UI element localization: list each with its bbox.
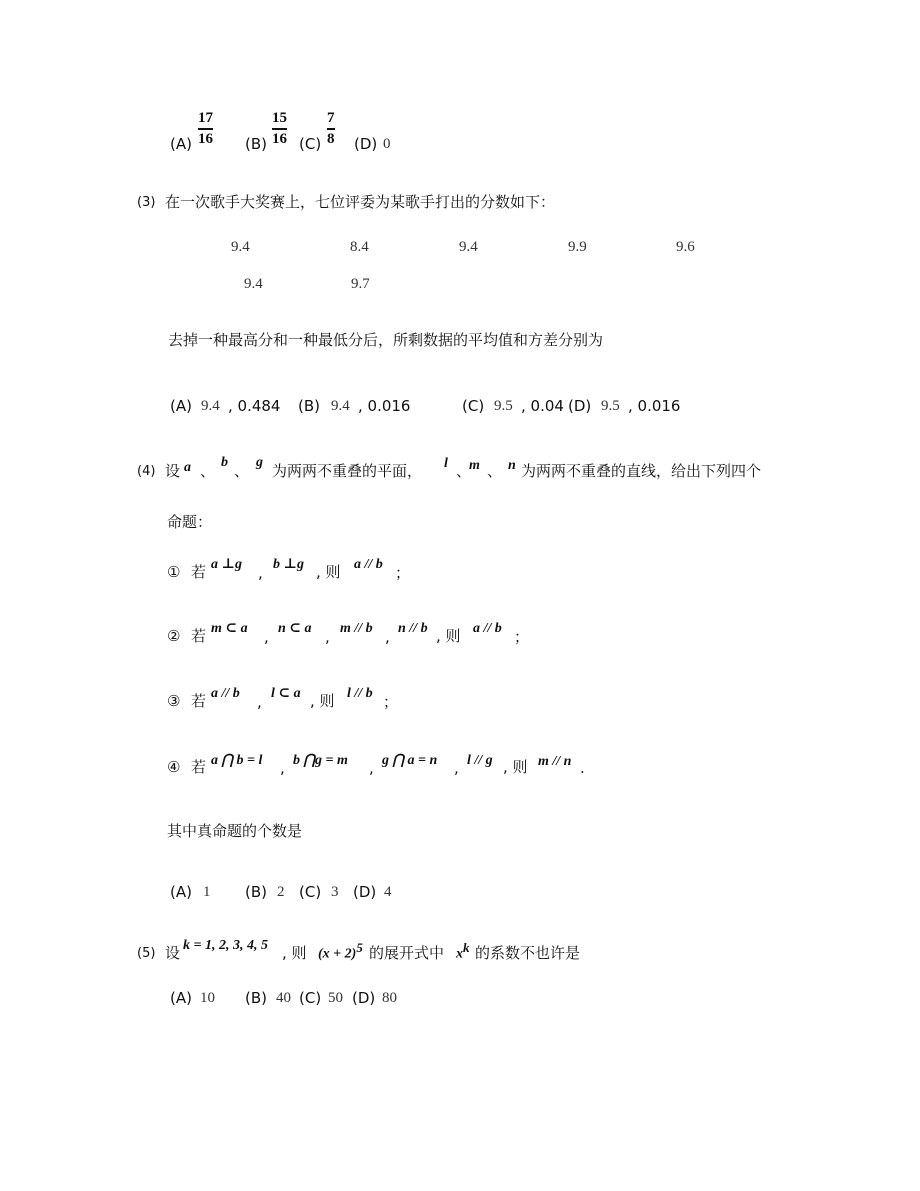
score-1: 9.4 [231, 239, 250, 255]
prop-ruo: 若 [191, 692, 207, 710]
x-exponent: k [463, 940, 470, 955]
numerator: 7 [327, 110, 335, 126]
q5-binomial [318, 941, 363, 962]
q3-option-c-variance: , 0.04 [521, 397, 564, 415]
score-5: 9.6 [676, 239, 695, 255]
q4-line2: 命题： [167, 513, 213, 531]
score-4: 9.9 [568, 239, 587, 255]
q3-text: 在一次歌手大奖赛上，七位评委为某歌手打出的分数如下： [165, 193, 556, 211]
symbol-gamma: g [256, 455, 263, 470]
fraction-bar [272, 128, 287, 130]
q5-option-c-value: 50 [328, 990, 343, 1006]
prop-conclusion: a // b [473, 621, 502, 636]
q5-option-b-label: (B) [245, 989, 267, 1007]
q3-option-b-label: (B) [298, 397, 320, 415]
prop-expr: n ⊂ a [278, 621, 312, 636]
prop-ruo: 若 [191, 758, 207, 776]
q2-option-a-label: (A) [170, 135, 192, 153]
symbol-alpha: a [184, 460, 191, 475]
prop-end: ； [395, 564, 411, 582]
prop-expr: g ⋂ a = n [382, 753, 438, 768]
denominator: 16 [198, 130, 213, 147]
prop-end: ； [383, 693, 399, 711]
comma: , [325, 628, 330, 646]
q5-option-d-label: (D) [352, 989, 376, 1007]
x-base: x [456, 946, 463, 962]
binomial-base: (x + 2) [318, 946, 357, 962]
q2-option-b-fraction [272, 111, 287, 147]
separator: 、 [200, 462, 216, 480]
symbol-m: m [469, 458, 480, 473]
q3-option-d-variance: , 0.016 [628, 397, 681, 415]
prop-ruo: 若 [191, 627, 207, 645]
q4-option-b-value: 2 [277, 884, 285, 900]
score-3: 9.4 [459, 239, 478, 255]
q5-x-power [456, 941, 470, 962]
q5-option-a-label: (A) [170, 989, 192, 1007]
q2-option-c-label: (C) [299, 135, 322, 153]
fraction-bar [327, 128, 335, 130]
symbol-n: n [508, 458, 516, 473]
q3-option-c-mean: 9.5 [494, 398, 513, 414]
prop-expr: l // g [467, 753, 493, 768]
separator: 、 [456, 462, 472, 480]
prop-expr: m ⊂ a [211, 621, 248, 636]
q3-option-a-variance: , 0.484 [228, 397, 281, 415]
prop-then: , 则 [316, 563, 341, 581]
score-2: 8.4 [350, 239, 369, 255]
prop-then: , 则 [310, 692, 335, 710]
prop-expr: a ⋂ b = l [211, 753, 263, 768]
comma: , [258, 564, 263, 582]
q3-option-b-variance: , 0.016 [358, 397, 411, 415]
prop-conclusion: m // n [538, 754, 572, 769]
symbol-l: l [444, 456, 448, 471]
q4-option-c-value: 3 [331, 884, 339, 900]
q2-option-d-label: (D) [354, 135, 378, 153]
q3-option-d-mean: 9.5 [601, 398, 620, 414]
q3-option-c-label: (C) [462, 397, 485, 415]
denominator: 8 [327, 130, 335, 147]
q5-option-a-value: 10 [200, 990, 215, 1006]
prop-label: ③ [167, 692, 181, 710]
q4-option-c-label: (C) [299, 883, 322, 901]
binomial-exponent: 5 [356, 940, 363, 955]
score-7: 9.7 [351, 276, 370, 292]
q2-option-d-value: 0 [383, 136, 391, 152]
q4-option-d-label: (D) [353, 883, 377, 901]
separator: 、 [234, 462, 250, 480]
q4-number: (4) [137, 464, 156, 479]
prop-expr: a ⊥g [211, 557, 242, 572]
prop-conclusion: l // b [347, 686, 373, 701]
q3-option-a-label: (A) [170, 397, 192, 415]
prop-ruo: 若 [191, 563, 207, 581]
prop-then: , 则 [503, 758, 528, 776]
prop-expr: a // b [211, 686, 240, 701]
q5-tail-text: 的系数不也许是 [475, 944, 581, 962]
q5-lead: 设 [165, 944, 181, 962]
q2-option-b-label: (B) [245, 135, 267, 153]
q4-lead: 设 [165, 462, 181, 480]
comma: , [385, 628, 390, 646]
prop-end: . [580, 759, 585, 777]
score-6: 9.4 [244, 276, 263, 292]
prop-conclusion: a // b [354, 557, 383, 572]
q3-option-d-label: (D) [568, 397, 592, 415]
separator: 、 [487, 462, 503, 480]
q5-option-c-label: (C) [299, 989, 322, 1007]
q4-tail-text: 为两两不重叠的直线，给出下列四个 [521, 462, 762, 480]
q5-mid-text: 的展开式中 [369, 944, 445, 962]
q3-number: (3) [137, 195, 156, 210]
prop-expr: l ⊂ a [271, 686, 301, 701]
q5-then: , 则 [282, 944, 307, 962]
prop-expr: m // b [340, 621, 373, 636]
q4-option-a-value: 1 [203, 884, 211, 900]
q5-number: (5) [137, 946, 156, 961]
prop-label: ② [167, 627, 181, 645]
numerator: 15 [272, 110, 287, 126]
comma: , [369, 759, 374, 777]
numerator: 17 [198, 110, 213, 126]
q5-k-expression: k = 1, 2, 3, 4, 5 [183, 938, 268, 953]
q4-question: 其中真命题的个数是 [167, 822, 303, 840]
comma: , [280, 759, 285, 777]
q4-option-d-value: 4 [384, 884, 392, 900]
symbol-beta: b [221, 455, 228, 470]
prop-then: , 则 [436, 627, 461, 645]
prop-label: ① [167, 563, 181, 581]
q4-mid-text: 为两两不重叠的平面， [272, 462, 423, 480]
prop-expr: b ⋂g = m [293, 753, 348, 768]
prop-expr: n // b [398, 621, 428, 636]
prop-expr: b ⊥g [273, 557, 304, 572]
prop-label: ④ [167, 758, 181, 776]
q5-option-b-value: 40 [276, 990, 291, 1006]
q3-question: 去掉一种最高分和一种最低分后，所剩数据的平均值和方差分别为 [168, 331, 604, 349]
prop-end: ； [514, 628, 530, 646]
q2-option-a-fraction [198, 111, 213, 147]
comma: , [257, 693, 262, 711]
fraction-bar [198, 128, 213, 130]
q5-option-d-value: 80 [382, 990, 397, 1006]
q4-option-a-label: (A) [170, 883, 192, 901]
q3-option-a-mean: 9.4 [201, 398, 220, 414]
comma: , [454, 759, 459, 777]
denominator: 16 [272, 130, 287, 147]
q2-option-c-fraction [327, 111, 335, 147]
comma: , [264, 628, 269, 646]
q3-option-b-mean: 9.4 [331, 398, 350, 414]
q4-option-b-label: (B) [245, 883, 267, 901]
